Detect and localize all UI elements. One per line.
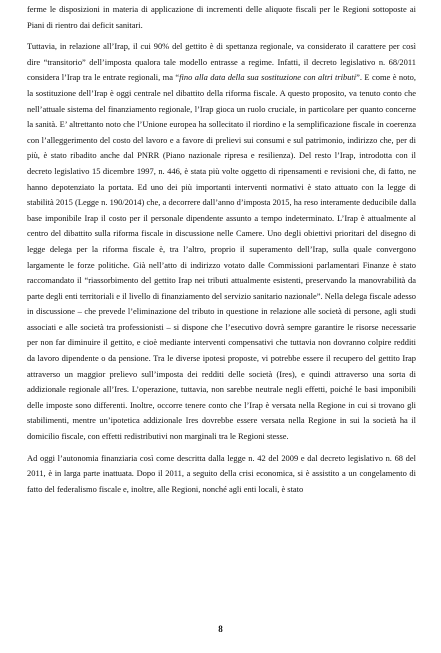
- page-number: 8: [218, 624, 223, 634]
- paragraph-2-text-rest: ”. E come è noto, la sostituzione dell’Irap è oggi centrale nel dibattito della riforma fiscale. A questo proposito, va tenuto conto che nell’attuale sistema del finanziamento regionale, l’Irap gioca un ruolo cruciale, in particolare per quanto concerne la sanità. E’ altrettanto noto che l’Unione europea ha sollecitato il riordino e la semplificazione fiscale in coerenza con l’alleggerimento del costo del lavoro e a favore di prelievi sui consumi e sul patrimonio, indirizzo che, per di più, è stato ribadito anche dal PNRR (Piano nazionale ripresa e resilienza). Del resto l’Irap, introdotta con il decreto legislativo 15 dicembre 1997, n. 446, è stata più volte oggetto di ripensamenti e revisioni che, di fatto, ne hanno depotenziato la portata. Ed uno dei più importanti interventi normativi è stato attuato con la legge di stabilità 2015 (Legge n. 190/2014) che, a decorrere dall’anno d’imposta 2015, ha reso interamente deducibile dalla base imponibile Irap il costo per il personale dipendente assunto a tempo indeterminato. L’Irap è attualmente al centro del dibattito sulla riforma fiscale in discussione nelle Camere. Uno degli obiettivi prioritari del disegno di legge delega per la riforma fiscale è, tra l’altro, proprio il superamento dell’Irap, sulla quale convergono largamente le forze politiche. Già nell’atto di indirizzo votato dalle Commissioni parlamentari Finanze è stato raccomandato il “riassorbimento del gettito Irap nei tributi attualmente esistenti, preservando la manovrabilità da parte degli enti territoriali e il livello di finanziamento del servizio sanitario nazionale”. Nella delega fiscale adesso in discussione – che prevede l’eliminazione del tributo in questione in relazione alle società di persone, agli studi associati e alle società tra professionisti – si dispone che l’esecutivo dovrà sempre garantire le risorse necessarie per non far diminuire il gettito, e cioè mediante interventi compensativi che tuttavia non dovranno colpire redditi da lavoro dipendente o da pensione. Tra le diverse ipotesi proposte, vi potrebbe essere il recupero del gettito Irap attraverso un maggior prelievo sull’imposta dei redditi delle società (Ires), e quindi attraverso una sorta di addizionale regionale all’Ires. L’operazione, tuttavia, non sarebbe neutrale negli effetti, poiché le basi imponibili delle imposte sono differenti. Inoltre, occorre tenere conto che l’Irap è versata nella Regione in cui si trovano gli stabilimenti, mentre un’ipotetica addizionale Ires dovrebbe essere versata nella Regione in sui la società ha il domicilio fiscale, con effetti redistributivi non marginali tra le Regioni stesse.: [27, 72, 416, 442]
- paragraph-3: [27, 451, 416, 498]
- paragraph-3-text: Ad oggi l’autonomia finanziaria così come descritta dalla legge n. 42 del 2009 e dal decreto legislativo n. 68 del 2011, è in larga parte inattuata. Dopo il 2011, a seguito della crisi economica, si è assistito a un congelamento di fatto del federalismo fiscale e, inoltre, alle Regioni, nonché agli enti locali, è stato: [27, 452, 416, 494]
- paragraph-1: [27, 2, 416, 33]
- text-column: [27, 2, 416, 503]
- paragraph-2-text-start: Tuttavia, in relazione all’Irap, il cui 90% del gettito è di spettanza regionale, va considerato il carattere per così dire “transitorio” dell’imposta qualora tale modello entrasse a regime. Infatti, il decreto legislativo n. 68/2011 considera l’Irap tra le entrate regionali, ma “: [27, 41, 416, 83]
- paragraph-2-italic-quote: fino alla data della sua sostituzione con altri tributi: [179, 72, 357, 83]
- paragraph-1-text: ferme le disposizioni in materia di applicazione di incrementi delle aliquote fiscali per le Regioni sottoposte ai Piani di rientro dai deficit sanitari.: [27, 4, 416, 30]
- paragraph-2: [27, 39, 416, 444]
